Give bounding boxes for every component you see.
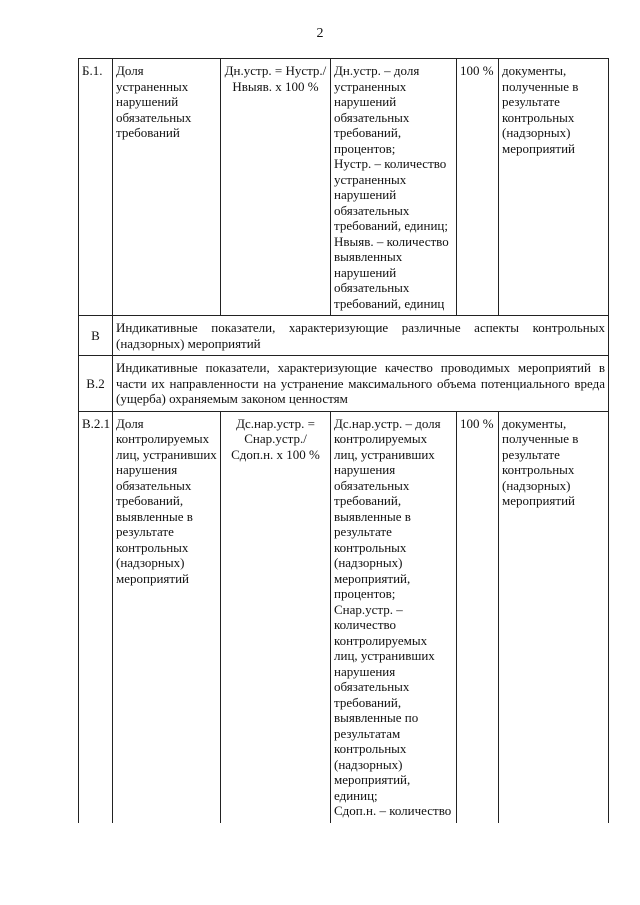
- indicator-definitions: Дн.устр. – доля устраненных нарушений обязательных требований, процентов; Нустр. – количество устраненных нарушений обязательных требований, единиц; Нвыяв. – количество выявленных нарушений обязательных требований, единиц: [331, 59, 457, 316]
- indicator-source: документы, полученные в результате контрольных (надзорных) мероприятий: [499, 59, 609, 316]
- row-code: Б.1.: [79, 59, 113, 316]
- indicator-target: 100 %: [457, 411, 499, 823]
- section-code: В: [79, 316, 113, 356]
- indicator-source: документы, полученные в результате контрольных (надзорных) мероприятий: [499, 411, 609, 823]
- indicators-table: [78, 58, 609, 823]
- indicator-formula: Дс.нар.устр. = Снар.устр./Сдоп.н. х 100 %: [221, 411, 331, 823]
- indicator-definitions: Дс.нар.устр. – доля контролируемых лиц, устранивших нарушения обязательных требований, выявленные в результате контрольных (надзорных) мероприятий, процентов; Снар.устр. – количество контролируемых лиц, устранивших нарушения обязательных требований, выявленные по результатам контрольных (надзорных) мероприятий, единиц; Сдоп.н. – количество: [331, 411, 457, 823]
- section-title: Индикативные показатели, характеризующие различные аспекты контрольных (надзорных) мероприятий: [113, 316, 609, 356]
- indicator-name: Доля контролируемых лиц, устранивших нарушения обязательных требований, выявленные в результате контрольных (надзорных) мероприятий: [113, 411, 221, 823]
- row-code: В.2.1: [79, 411, 113, 823]
- indicator-target: 100 %: [457, 59, 499, 316]
- table-row: [79, 59, 609, 316]
- table-row: [79, 316, 609, 356]
- indicator-formula: Дн.устр. = Нустр./ Нвыяв. х 100 %: [221, 59, 331, 316]
- section-code: В.2: [79, 356, 113, 412]
- table-row: [79, 356, 609, 412]
- table-row: [79, 411, 609, 823]
- page-number: 2: [316, 26, 324, 41]
- indicator-name: Доля устраненных нарушений обязательных требований: [113, 59, 221, 316]
- section-title: Индикативные показатели, характеризующие качество проводимых мероприятий в части их направленности на устранение максимального объема потенциального вреда (ущерба) охраняемым законом ценностям: [113, 356, 609, 412]
